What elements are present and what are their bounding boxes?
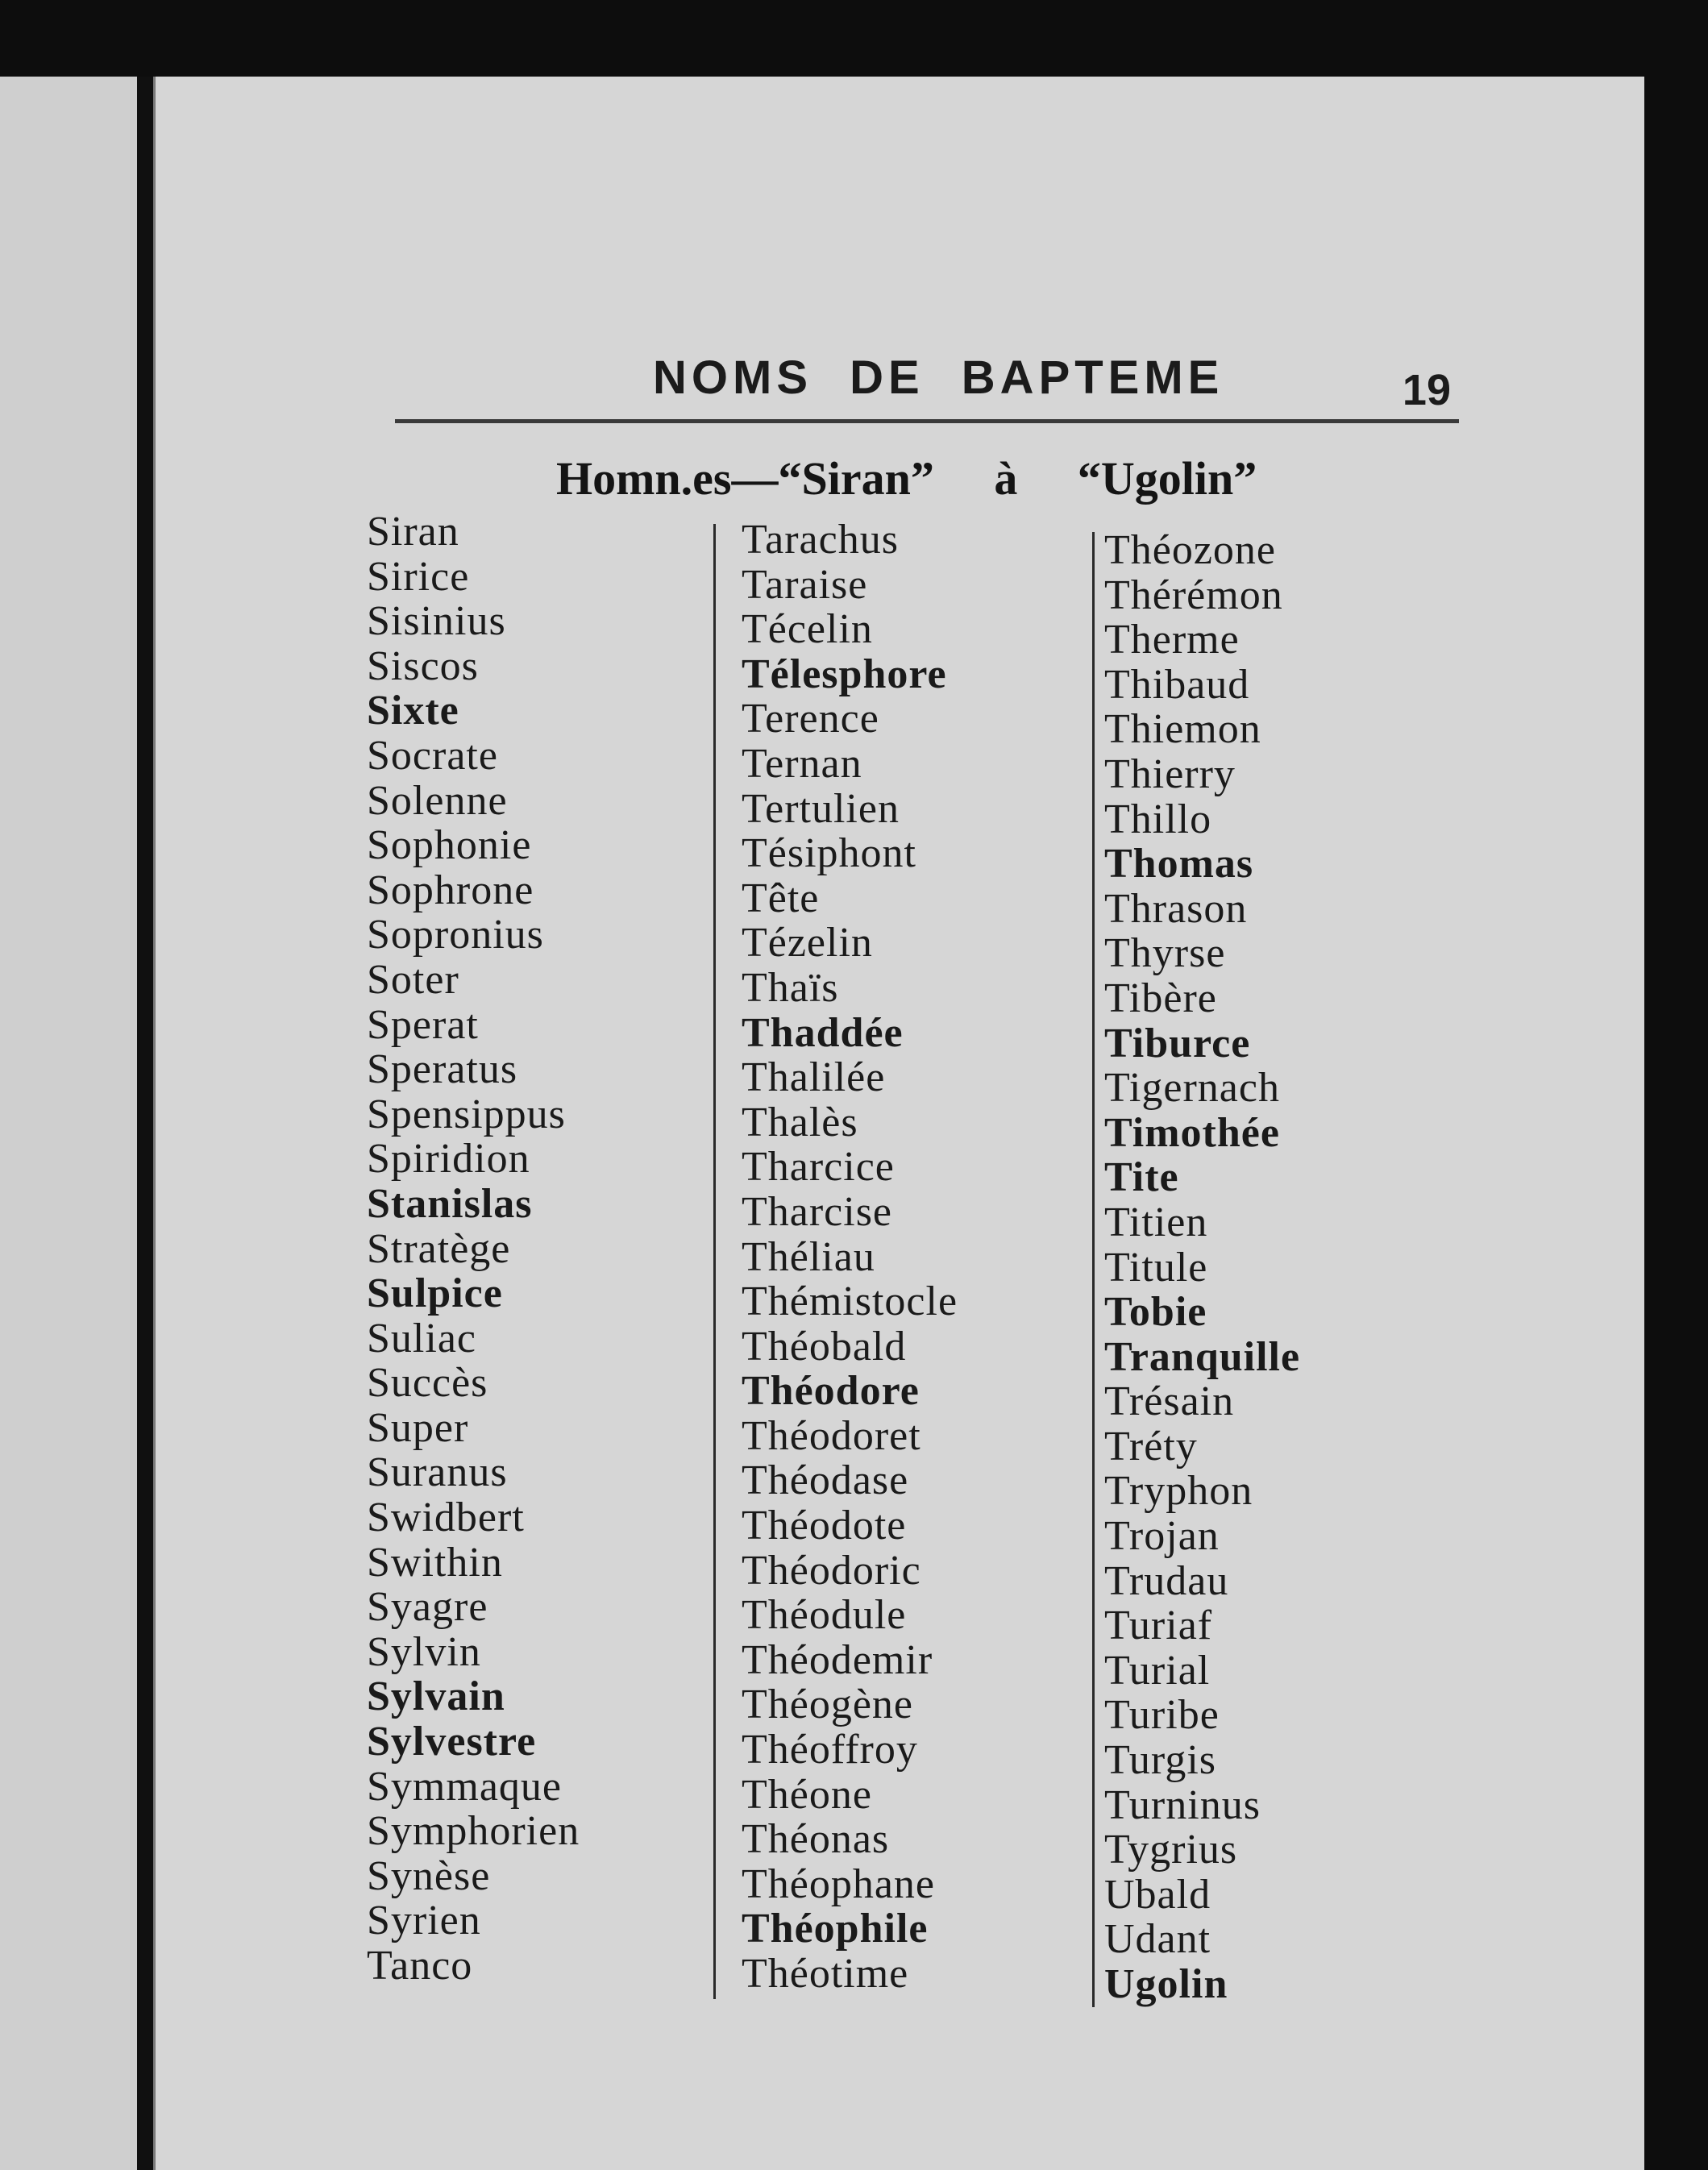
baptismal-name: Théotime [742, 1951, 909, 1997]
page-header [387, 351, 1467, 415]
baptismal-name: Syagre [367, 1584, 488, 1631]
baptismal-name: Symmaque [367, 1763, 562, 1810]
baptismal-name: Tigernach [1104, 1065, 1280, 1112]
baptismal-name: Théodule [742, 1592, 907, 1639]
section-heading [556, 451, 1257, 505]
baptismal-name: Théodemir [742, 1636, 933, 1683]
heading-to-word: à [994, 452, 1018, 505]
baptismal-name: Titule [1104, 1244, 1208, 1291]
baptismal-name: Tibère [1104, 975, 1217, 1021]
baptismal-name: Turgis [1104, 1737, 1216, 1784]
baptismal-name: Théophane [742, 1860, 936, 1907]
heading-from: Homn.es—“Siran” [556, 452, 934, 505]
baptismal-name: Théodoret [742, 1412, 921, 1459]
baptismal-name: Tézelin [742, 920, 873, 967]
baptismal-name: Sperat [367, 1001, 479, 1048]
baptismal-name: Trudau [1104, 1557, 1229, 1604]
baptismal-name: Sylvain [367, 1673, 505, 1720]
baptismal-name: Théophile [742, 1906, 929, 1952]
baptismal-name: Therme [1104, 617, 1240, 663]
running-title: NOMS DE BAPTEME [653, 351, 1224, 404]
baptismal-name: Spiridion [367, 1136, 530, 1183]
baptismal-name: Turninus [1104, 1781, 1261, 1828]
baptismal-name: Tharcise [742, 1188, 893, 1235]
baptismal-name: Tite [1104, 1154, 1179, 1201]
baptismal-name: Théodore [742, 1368, 920, 1415]
baptismal-name: Thomas [1104, 841, 1254, 888]
baptismal-name: Técelin [742, 606, 873, 653]
baptismal-name: Succès [367, 1360, 488, 1407]
baptismal-name: Swidbert [367, 1494, 525, 1541]
baptismal-name: Thémistocle [742, 1278, 958, 1325]
baptismal-name: Thyrse [1104, 930, 1226, 977]
baptismal-name: Sixte [367, 688, 459, 734]
header-rule [395, 419, 1459, 423]
baptismal-name: Turial [1104, 1647, 1211, 1694]
baptismal-name: Soter [367, 956, 459, 1003]
baptismal-name: Théodoric [742, 1547, 921, 1594]
baptismal-name: Taraise [742, 561, 868, 608]
baptismal-name: Thrason [1104, 885, 1248, 932]
baptismal-name: Suranus [367, 1449, 508, 1496]
baptismal-name: Stratège [367, 1225, 511, 1272]
baptismal-name: Tharcice [742, 1144, 895, 1191]
baptismal-name: Swithin [367, 1539, 503, 1586]
baptismal-name: Théogène [742, 1682, 914, 1728]
baptismal-name: Trojan [1104, 1513, 1220, 1560]
baptismal-name: Théodase [742, 1457, 909, 1504]
baptismal-name: Speratus [367, 1046, 518, 1093]
baptismal-name: Thaddée [742, 1009, 904, 1056]
baptismal-name: Super [367, 1404, 469, 1451]
baptismal-name: Solenne [367, 777, 508, 824]
page-number: 19 [1402, 366, 1451, 414]
baptismal-name: Théodote [742, 1503, 907, 1549]
baptismal-name: Symphorien [367, 1808, 580, 1855]
names-column-1 [367, 509, 580, 1989]
names-column-3 [1104, 528, 1300, 2007]
baptismal-name: Tésiphont [742, 830, 916, 877]
baptismal-name: Thalilée [742, 1054, 886, 1101]
baptismal-name: Tarachus [742, 517, 899, 563]
baptismal-name: Sirice [367, 553, 470, 600]
names-column-2 [742, 518, 958, 1997]
baptismal-name: Timothée [1104, 1109, 1280, 1156]
baptismal-name: Trésain [1104, 1378, 1235, 1425]
baptismal-name: Tiburce [1104, 1020, 1251, 1066]
baptismal-name: Siran [367, 509, 459, 555]
baptismal-name: Tobie [1104, 1289, 1207, 1336]
gutter-edge-line [153, 77, 156, 2170]
baptismal-name: Terence [742, 696, 879, 742]
baptismal-name: Titien [1104, 1199, 1208, 1245]
baptismal-name: Suliac [367, 1315, 476, 1361]
baptismal-name: Télesphore [742, 651, 947, 697]
baptismal-name: Théozone [1104, 527, 1277, 573]
baptismal-name: Tête [742, 875, 820, 921]
baptismal-name: Théliau [742, 1233, 875, 1280]
baptismal-name: Thillo [1104, 796, 1212, 842]
baptismal-name: Synèse [367, 1852, 491, 1899]
baptismal-name: Thierry [1104, 750, 1236, 797]
baptismal-name: Tanco [367, 1943, 473, 1989]
baptismal-name: Socrate [367, 732, 498, 779]
baptismal-name: Théoffroy [742, 1727, 918, 1773]
baptismal-name: Théobald [742, 1323, 907, 1370]
baptismal-name: Tryphon [1104, 1468, 1253, 1515]
book-gutter [137, 77, 153, 2170]
column-divider [1092, 532, 1095, 2007]
baptismal-name: Ubald [1104, 1871, 1211, 1918]
baptismal-name: Ternan [742, 740, 862, 787]
baptismal-name: Thaïs [742, 964, 839, 1011]
baptismal-name: Ugolin [1104, 1961, 1228, 2007]
column-divider [713, 524, 716, 1999]
baptismal-name: Théone [742, 1771, 872, 1818]
baptismal-name: Turiaf [1104, 1603, 1213, 1649]
baptismal-name: Sylvin [367, 1628, 481, 1675]
baptismal-name: Thalès [742, 1099, 858, 1145]
baptismal-name: Tréty [1104, 1423, 1198, 1470]
baptismal-name: Thérémon [1104, 572, 1283, 618]
facing-page-edge [0, 77, 137, 2170]
baptismal-name: Thibaud [1104, 661, 1250, 708]
baptismal-name: Siscos [367, 642, 479, 689]
baptismal-name: Sulpice [367, 1270, 503, 1317]
baptismal-name: Tygrius [1104, 1827, 1238, 1873]
baptismal-name: Tertulien [742, 785, 900, 832]
baptismal-name: Syrien [367, 1898, 481, 1944]
baptismal-name: Stanislas [367, 1180, 533, 1227]
baptismal-name: Udant [1104, 1916, 1211, 1963]
baptismal-name: Tranquille [1104, 1333, 1301, 1380]
baptismal-name: Sisinius [367, 598, 506, 645]
baptismal-name: Turibe [1104, 1692, 1220, 1739]
baptismal-name: Sopronius [367, 912, 544, 958]
baptismal-name: Sophonie [367, 822, 532, 869]
baptismal-name: Sylvestre [367, 1719, 537, 1765]
baptismal-name: Spensippus [367, 1091, 566, 1137]
heading-until: “Ugolin” [1077, 452, 1257, 505]
baptismal-name: Thiemon [1104, 706, 1261, 753]
baptismal-name: Sophrone [367, 867, 534, 913]
baptismal-name: Théonas [742, 1816, 890, 1863]
